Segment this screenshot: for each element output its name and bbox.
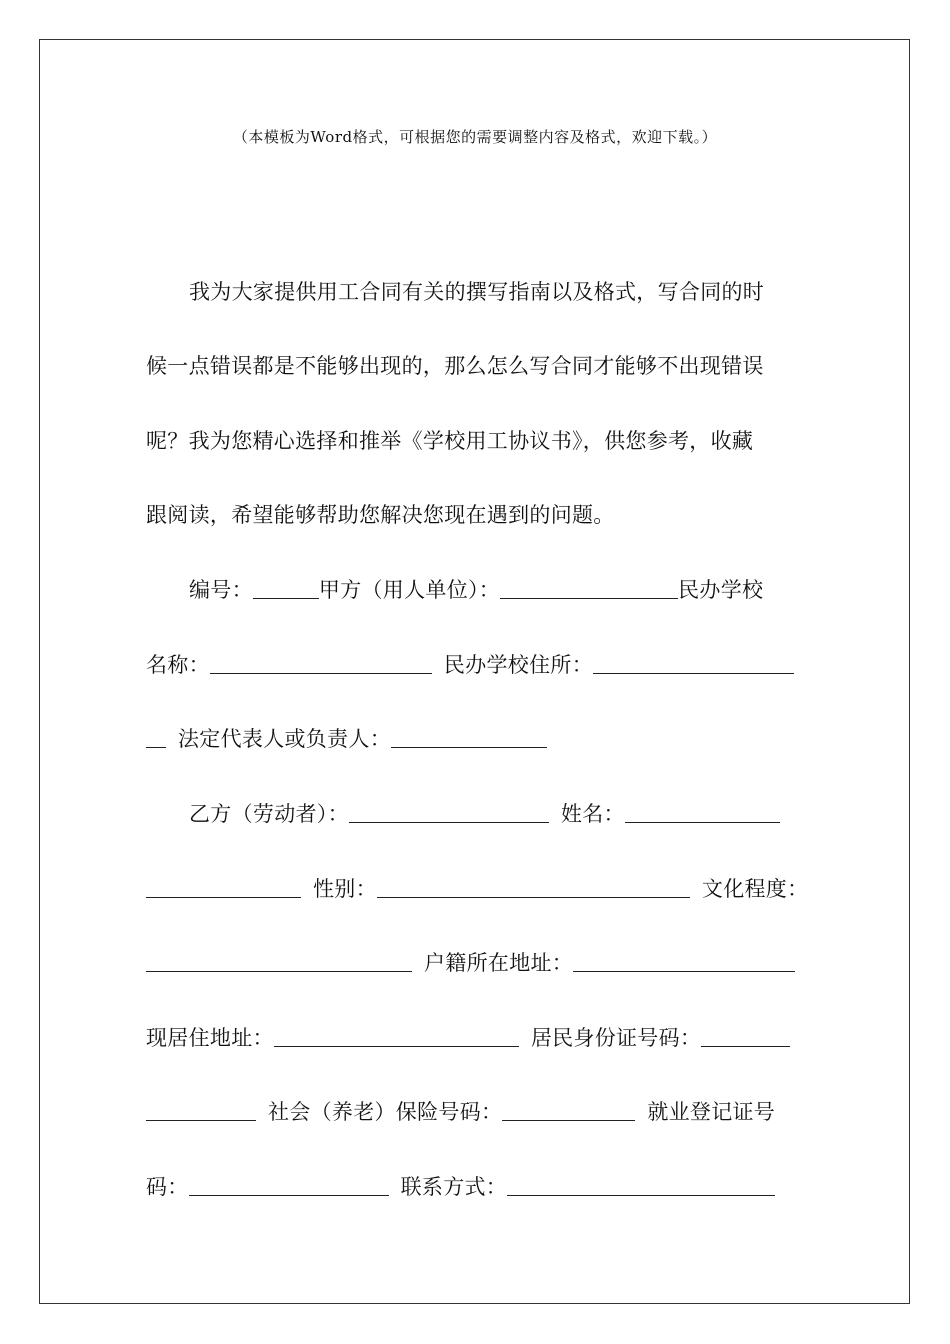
form-row-worker bbox=[189, 798, 780, 828]
school-name-field[interactable] bbox=[210, 653, 432, 674]
intro-line-2: 候一点错误都是不能够出现的，那么怎么写合同才能够不出现错误 bbox=[146, 354, 764, 378]
form-row-school-name bbox=[146, 649, 794, 679]
residence-field[interactable] bbox=[274, 1026, 519, 1047]
id-field-cont[interactable] bbox=[146, 1100, 256, 1121]
form-row-number bbox=[189, 574, 763, 604]
form-row-legal-rep bbox=[146, 723, 547, 753]
school-name-label-part1: 民办学校 bbox=[678, 578, 764, 602]
name-field[interactable] bbox=[625, 802, 780, 823]
insurance-label: 社会（养老）保险号码： bbox=[268, 1100, 503, 1124]
gender-label: 性别： bbox=[313, 877, 377, 901]
template-notice: （本模板为Word格式，可根据您的需要调整内容及格式，欢迎下载。） bbox=[232, 128, 718, 146]
employer-label: 甲方（用人单位）： bbox=[318, 578, 501, 602]
school-address-field[interactable] bbox=[593, 653, 794, 674]
intro-line-4: 跟阅读，希望能够帮助您解决您现在遇到的问题。 bbox=[146, 503, 615, 527]
form-row-residence bbox=[146, 1022, 790, 1052]
school-address-label: 民办学校住所： bbox=[443, 653, 594, 677]
employment-reg-field[interactable] bbox=[189, 1175, 389, 1196]
name-label: 姓名： bbox=[560, 802, 625, 826]
residence-label: 现居住地址： bbox=[146, 1026, 274, 1050]
worker-field[interactable] bbox=[349, 802, 549, 823]
employment-reg-label-part2: 码： bbox=[146, 1175, 189, 1199]
contact-label: 联系方式： bbox=[400, 1175, 508, 1199]
insurance-field[interactable] bbox=[502, 1100, 635, 1121]
form-row-household bbox=[146, 947, 795, 977]
school-name-label-part2: 名称： bbox=[146, 653, 210, 677]
employment-reg-label-part1: 就业登记证号 bbox=[647, 1100, 776, 1124]
contact-field[interactable] bbox=[507, 1175, 775, 1196]
form-row-gender bbox=[146, 873, 808, 903]
number-field[interactable] bbox=[253, 578, 319, 599]
number-label: 编号： bbox=[189, 578, 253, 602]
education-label: 文化程度： bbox=[701, 877, 809, 901]
household-field[interactable] bbox=[573, 951, 795, 972]
name-field-cont[interactable] bbox=[146, 877, 301, 898]
household-label: 户籍所在地址： bbox=[424, 951, 574, 975]
worker-label: 乙方（劳动者）： bbox=[189, 802, 349, 826]
employer-field[interactable] bbox=[500, 578, 678, 599]
gender-field[interactable] bbox=[377, 877, 690, 898]
school-address-field-cont[interactable] bbox=[146, 727, 166, 748]
intro-line-1: 我为大家提供用工合同有关的撰写指南以及格式，写合同的时 bbox=[189, 280, 765, 304]
intro-line-3: 呢？我为您精心选择和推举《学校用工协议书》，供您参考，收藏 bbox=[146, 429, 754, 453]
education-field[interactable] bbox=[146, 951, 412, 972]
legal-rep-label: 法定代表人或负责人： bbox=[178, 727, 391, 751]
form-row-contact bbox=[146, 1171, 775, 1201]
id-field[interactable] bbox=[701, 1026, 790, 1047]
form-row-insurance bbox=[146, 1096, 775, 1126]
id-label: 居民身份证号码： bbox=[530, 1026, 702, 1050]
legal-rep-field[interactable] bbox=[391, 727, 547, 748]
